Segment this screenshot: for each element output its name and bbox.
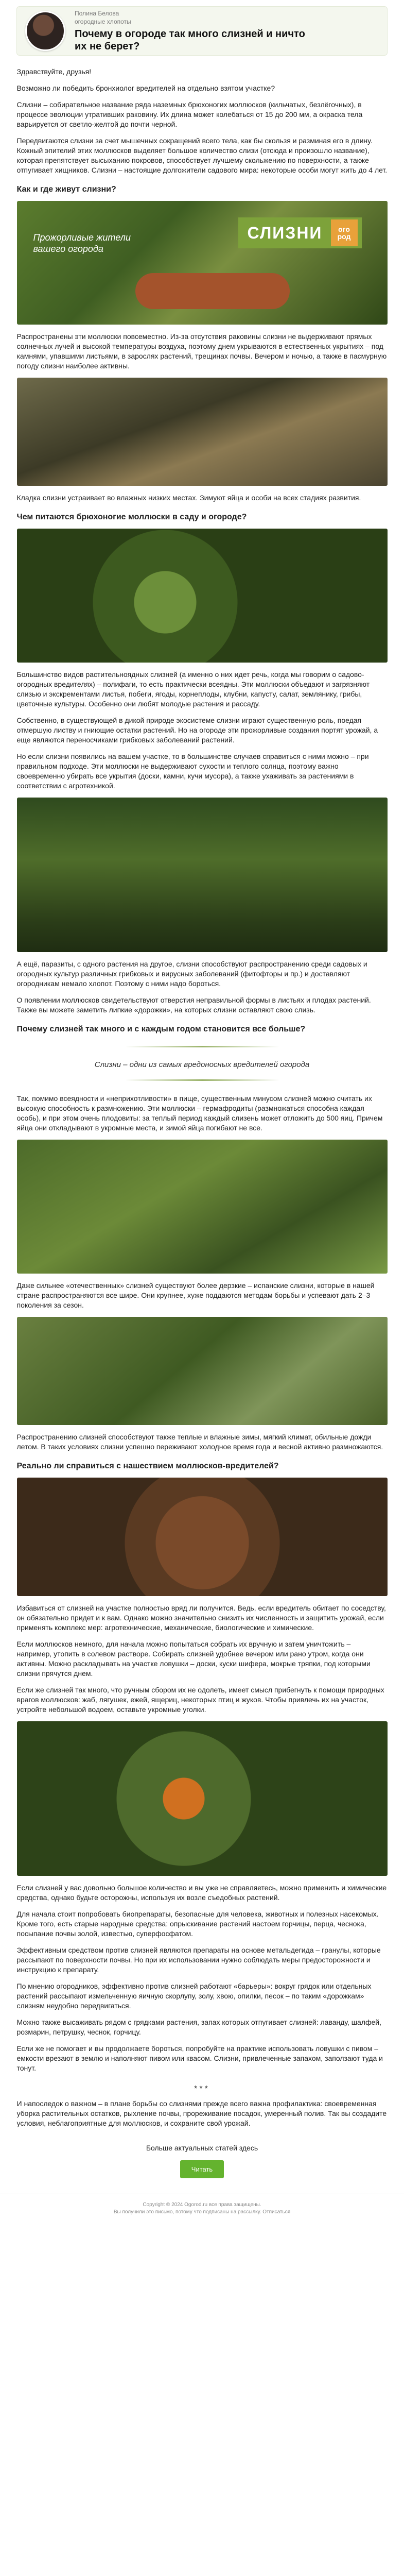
- article-body: [17, 67, 388, 2178]
- brand-logo: ого род: [331, 219, 358, 246]
- paragraph: Но если слизни появились на вашем участке, то в большинстве случаев справиться с ними можно – при правильном подходе. Эти моллюски не выдерживают сухости и теплого солнца, поэтому важно своевременно убирать все укрытия (доски, камни, кучи мусора), а также ухаживать за растениями в соответствии с агротехникой.: [16, 752, 369, 790]
- read-button[interactable]: Читать: [180, 2160, 224, 2178]
- footer: [0, 2194, 404, 2224]
- paragraph: Даже сильнее «отечественных» слизней существуют более дерзкие – испанские слизни, которые в нашей стране распространяются все шире. Они крупнее, хуже поддаются методам борьбы и успевают дать 2–3 поколения за сезон.: [16, 1281, 375, 1309]
- paragraph: Распространены эти моллюски повсеместно. Из-за отсутствия раковины слизни не выдерживают прямых солнечных лучей и высокой температуры воздуха, поэтому днем укрываются в естественных укрытиях – под камнями, упавшими листьями, в зарослях растений, трещинах почвы. Вечером и ночью, а также в пасмурную погоду слизни наиболее активны.: [16, 332, 387, 370]
- paragraph: Распространению слизней способствуют также теплые и влажные зимы, мягкий климат, обильные дожди летом. В таких условиях слизни успешно переживают холодное время года и весной активно размножаются.: [16, 1433, 383, 1451]
- author-name[interactable]: Полина Белова: [75, 10, 119, 17]
- article-title[interactable]: Почему в огороде так много слизней и ничто их не берет?: [75, 28, 305, 52]
- paragraph: По мнению огородников, эффективно против слизней работают «барьеры»: вокруг грядок или отдельных растений рассыпают измельченную яичную скорлупу, золу, хвою, опилки, песок – по таким «дорожкам» слизням неудобно передвигаться.: [16, 1982, 372, 2010]
- author-subtitle: огородные хлопоты: [75, 18, 131, 25]
- paragraph: Эффективным средством против слизней являются препараты на основе метальдегида – гранулы, которые рассыпают по поверхности почвы. Но при их использовании нужно соблюдать меры предосторожности и инструкцию к препарату.: [16, 1946, 381, 1974]
- banner-caption: Прожорливые жители вашего огорода: [33, 232, 131, 254]
- paragraph: Кладка слизни устраивает во влажных низких местах. Зимуют яйца и особи на всех стадиях развития.: [16, 494, 361, 502]
- photo-collected-slugs: [17, 1478, 388, 1596]
- paragraph: Собственно, в существующей в дикой природе экосистеме слизни играют существенную роль, поедая отмершую листву и гниющие остатки растений. Но на огороде эти прожорливые создания портят урожай, а еще являются переносчиками грибковых заболеваний растений.: [16, 716, 378, 744]
- section-separator: ***: [194, 2084, 210, 2093]
- photo-slug-plant: [17, 798, 388, 952]
- banner-image: [17, 201, 388, 325]
- section-heading-eat: Чем питаются брюхоногие моллюски в саду и огороде?: [16, 513, 247, 521]
- paragraph: И напоследок о важном – в плане борьбы со слизнями прежде всего важна профилактика: своевременная уборка растительных остатков, рыхление почвы, прореживание посадок, умеренный полив. Так вы создадите условия, неблагоприятные для моллюсков, и сохраните свой урожай.: [16, 2099, 387, 2127]
- author-avatar: [25, 11, 65, 51]
- more-articles-text: Больше актуальных статей здесь: [146, 2144, 258, 2152]
- paragraph: Если слизней у вас довольно большое количество и вы уже не справляетесь, можно применить и химические средства, однако будьте осторожны, используя их возле съедобных растений.: [16, 1884, 387, 1902]
- paragraph: Слизни – собирательное название ряда наземных брюхоногих моллюсков (кильчатых, безлёгочных), в процессе эволюции утративших раковину. Их длина может колебаться от 15 до 200 мм, а окраска тела варьируется от светло-желтой до почти черной.: [16, 100, 363, 128]
- paragraph: Возможно ли победить бронхиолог вредителей на отдельно взятом участке?: [16, 84, 275, 92]
- section-heading-why: Почему слизней так много и с каждым годом становится все больше?: [16, 1025, 306, 1033]
- photo-slugs-soil: [17, 378, 388, 486]
- photo-orange-slug: [17, 1721, 388, 1876]
- paragraph: Избавиться от слизней на участке полностью вряд ли получится. Ведь, если вредитель обитает по соседству, он обязательно придет и к вам. Однако можно значительно снизить их численность и защитить урожай, если применять комплекс мер: агротехнические, механические, биологические и химические.: [16, 1604, 386, 1632]
- article-header: [16, 6, 388, 56]
- photo-spanish-slug: [17, 1317, 388, 1425]
- paragraph: О появлении моллюсков свидетельствуют отверстия неправильной формы в листьях и плодах растений. Также вы можете заметить липкие «дорожки», на которых слизни оставляют свою слизь.: [16, 996, 371, 1014]
- slug-illustration: [135, 273, 290, 309]
- paragraph: А ещё, паразиты, с одного растения на другое, слизни способствуют распространению среди садовых и огородных культур различных грибковых и вирусных заболеваний (фитофторы и пр.) и доставляют огородникам немало хлопот. Поэтому с ними надо бороться.: [16, 960, 367, 988]
- paragraph: Если моллюсков немного, для начала можно попытаться собрать их вручную и затем уничтожить – например, утопить в солевом растворе. Собирать слизней удобнее вечером или рано утром, когда они активны. Можно раскладывать на участке ловушки – доски, куски шифера, мокрые тряпки, под которыми слизни прячутся днем.: [16, 1640, 371, 1677]
- footer-copyright: Copyright © 2024 Ogorod.ru все права защищены.: [143, 2202, 261, 2208]
- divider: [17, 1041, 388, 1050]
- paragraph: Для начала стоит попробовать биопрепараты, безопасные для человека, животных и полезных насекомых. Кроме того, есть старые народные средства: опрыскивание растений настоем горчицы, перца, чеснока, посыпание почвы золой, известью, суперфосфатом.: [16, 1910, 379, 1938]
- photo-slugs-grass: [17, 1140, 388, 1274]
- photo-slug-leaf: [17, 529, 388, 663]
- paragraph: Так, помимо всеядности и «неприхотливости» в пище, существенным минусом слизней можно считать их высокую способность к размножению. Эти моллюски – гермафродиты (размножаться способна каждая особь), и при этом очень плодовиты: за теплый период каждый слизень может отложить до 500 яиц. Причем яйца они откладывают в укромные места, и зимой яйца погибают не все.: [16, 1094, 383, 1132]
- banner-slug-title: СЛИЗНИ: [238, 217, 362, 248]
- paragraph: Если же не помогает и вы продолжаете бороться, попробуйте на практике использовать ловушки с пивом – емкости врезают в землю и наполняют пивом или квасом. Слизни, привлеченные запахом, заползают туда и тонут.: [16, 2044, 383, 2072]
- greeting: Здравствуйте, друзья!: [16, 67, 92, 76]
- footer-unsubscribe[interactable]: Вы получили это письмо, потому что подписаны на рассылку. Отписаться: [113, 2209, 291, 2215]
- paragraph: Передвигаются слизни за счет мышечных сокращений всего тела, как бы скользя и разминая его в длину. Кожный эпителий этих моллюсков выделяет большое количество слизи (отсюда и произошло название), которая препятствует высыханию покровов, способствует лучшему скольжению по поверхности, а также отпугивает хищников. Слизни – настоящие долгожители садового мира: некоторые особи могут жить до 4 лет.: [16, 137, 388, 174]
- pull-quote: Слизни – одни из самых вредоносных вредителей огорода: [94, 1060, 310, 1069]
- paragraph: Если же слизней так много, что ручным сбором их не одолеть, имеет смысл прибегнуть к помощи природных врагов моллюсков: жаб, лягушек, ежей, ящериц, некоторых птиц и жуков. Чтобы привлечь их на участок, устройте небольшой водоем, оставьте укромные уголки.: [16, 1686, 384, 1714]
- paragraph: Можно также высаживать рядом с грядками растения, запах которых отпугивает слизней: лаванду, шалфей, розмарин, петрушку, чеснок, горчицу.: [16, 2018, 382, 2036]
- divider: [17, 1074, 388, 1083]
- section-heading-fight: Реально ли справиться с нашествием моллюсков-вредителей?: [16, 1462, 279, 1470]
- paragraph: Большинство видов растительноядных слизней (а именно о них идет речь, когда мы говорим о садово-огородных вредителях) – полифаги, то есть практически всеядны. Эти моллюски объедают и загрязняют слизью и экскрементами листья, побеги, ягоды, корнеплоды, клубни, капусту, салат, землянику, грибы, цветочные культуры. Особенно они любят молодые растения и рассаду.: [16, 670, 370, 708]
- section-heading-where: Как и где живут слизни?: [16, 185, 116, 194]
